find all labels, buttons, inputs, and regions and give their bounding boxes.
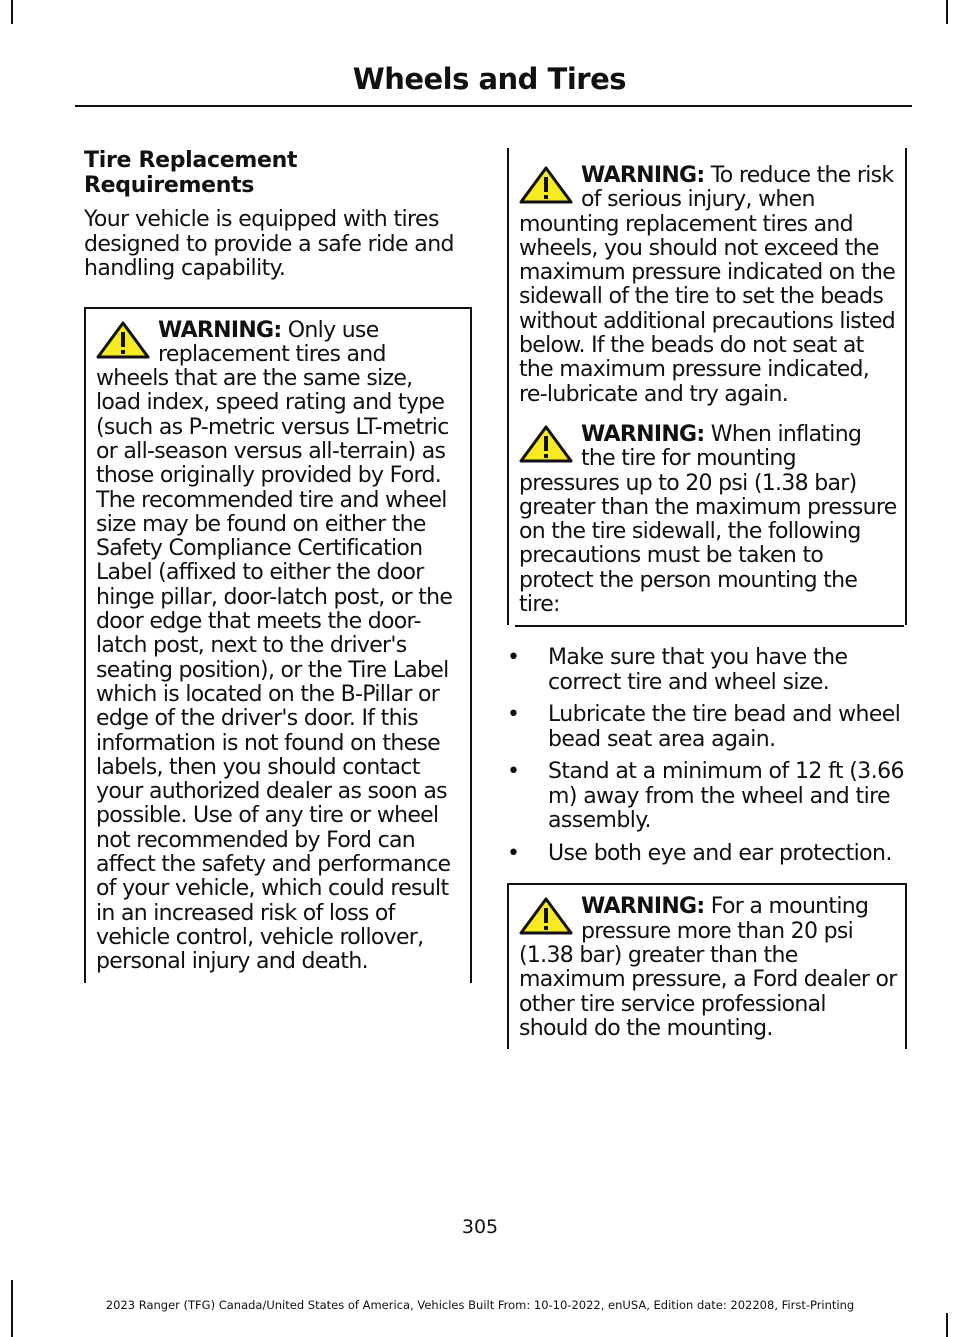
warning-triangle-icon xyxy=(519,897,573,935)
bullet-marker: • xyxy=(507,645,520,671)
warning-text: To reduce the risk of serious injury, when mounting replacement tires and wheels, you should not exceed the maximum pressure indicated on the sidewall of the tire to set the beads without additional precautions listed below. If the beads do not seat at the maximum pressure indicated, re-lubricate and try again. xyxy=(519,163,896,407)
list-item-text: Make sure that you have the correct tire and wheel size. xyxy=(548,645,848,695)
warning-text-block xyxy=(96,319,462,975)
list-item xyxy=(507,703,907,752)
warning-box-mounting xyxy=(507,148,907,625)
warning-triangle-icon xyxy=(519,425,573,463)
precaution-list xyxy=(507,646,907,866)
warning-box-bottom-rule xyxy=(515,625,904,627)
warning-block xyxy=(86,309,470,975)
subheading xyxy=(84,148,476,198)
warning-triangle-icon xyxy=(96,321,150,359)
warning-triangle-icon xyxy=(519,166,573,204)
right-column xyxy=(507,148,907,1049)
warning-box-tire-size xyxy=(84,307,472,983)
bullet-marker: • xyxy=(507,840,520,866)
warning-label: WARNING: xyxy=(158,317,282,343)
warning-label: WARNING: xyxy=(581,163,705,188)
bullet-marker: • xyxy=(507,759,520,785)
section-title: Wheels and Tires xyxy=(352,62,626,96)
warning-block-3 xyxy=(509,885,905,1041)
list-item xyxy=(507,646,907,695)
list-item-text: Stand at a minimum of 12 ft (3.66 m) away from the wheel and tire assembly. xyxy=(548,759,904,834)
crop-mark-bottom-right xyxy=(946,1313,948,1337)
crop-mark-top-left xyxy=(11,0,13,24)
list-item xyxy=(507,842,907,867)
subheading-line-1: Tire Replacement xyxy=(84,148,298,173)
list-item-text: Use both eye and ear protection. xyxy=(548,840,892,866)
warning-label: WARNING: xyxy=(581,421,705,447)
list-item-text: Lubricate the tire bead and wheel bead seat area again. xyxy=(548,702,901,752)
header-rule xyxy=(75,105,912,107)
warning-text-block-2 xyxy=(519,423,897,617)
warning-text-block-1 xyxy=(519,164,897,407)
warning-text: When inflating the tire for mounting pressures up to 20 psi (1.38 bar) greater than the maximum pressure on the tire sidewall, the following precautions must be taken to protect the person mounting the tire: xyxy=(519,421,897,618)
bullet-marker: • xyxy=(507,702,520,728)
warning-block-2 xyxy=(509,407,905,617)
warning-box-dealer xyxy=(507,883,907,1049)
footer-edition-line: 2023 Ranger (TFG) Canada/United States of America, Vehicles Built From: 10-10-2022, enUSA, Edition date: 202208, First-Printing xyxy=(105,1298,855,1312)
warning-text: For a mounting pressure more than 20 psi (1.38 bar) greater than the maximum pressure, a Ford dealer or other tire service professional should do the mounting. xyxy=(519,894,897,1041)
crop-mark-top-right xyxy=(946,0,948,24)
subheading-line-2: Requirements xyxy=(84,173,255,198)
warning-text-block-3 xyxy=(519,895,897,1041)
left-column xyxy=(84,148,476,983)
intro-paragraph: Your vehicle is equipped with tires designed to provide a safe ride and handling capability. xyxy=(84,207,454,281)
warning-text: Only use replacement tires and wheels that are the same size, load index, speed rating and type (such as P-metric versus LT-metric or all-season versus all-terrain) as those originally provided by Ford. The recommended tire and wheel size may be found on either the Safety Compliance Certification Label (affixed to either the door hinge pillar, door-latch post, or the door edge that meets the door-latch post, next to the driver's seating position), or the Tire Label which is located on the B-Pillar or edge of the driver's door. If this information is not found on these labels, then you should contact your authorized dealer as soon as possible. Use of any tire or wheel not recommended by Ford can affect the safety and performance of your vehicle, which could result in an increased risk of loss of vehicle control, vehicle rollover, personal injury and death. xyxy=(96,317,453,975)
warning-block-1 xyxy=(509,148,905,407)
list-item xyxy=(507,760,907,834)
page-number: 305 xyxy=(461,1216,499,1238)
warning-label: WARNING: xyxy=(581,894,705,920)
